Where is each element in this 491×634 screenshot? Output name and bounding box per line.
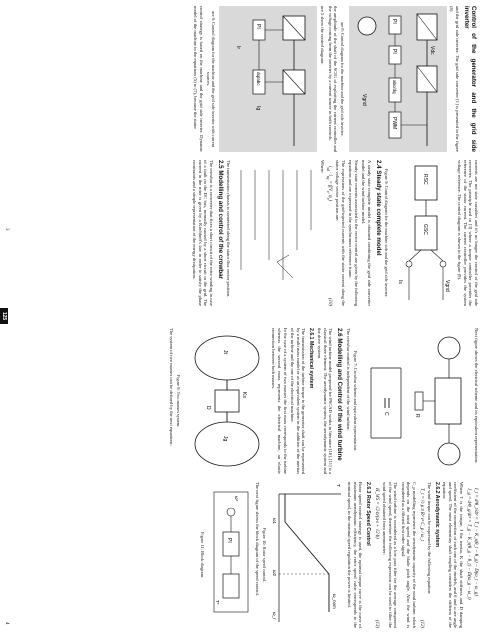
right-col1-paragraph-1: The crowbar control is independent of the wind turbine. <box>345 328 351 431</box>
right-col2-paragraph-3: C_p modelling represents the aerodynamic capacity of the wind turbine, which depends on the wind speed and the blade pitch angle. Also the wind is considered as a filtered first order signal. <box>400 482 418 628</box>
left-page-number: 3 <box>4 228 9 231</box>
equation-13 <box>373 488 379 628</box>
figure-8-two-mass-caption: Figure 8: Two masses system. <box>176 374 182 428</box>
sum-junction-2 <box>406 261 412 267</box>
torque-axis-label: T <box>335 484 341 487</box>
equation-12-number: (12) <box>419 620 425 628</box>
gsc-label: GSC <box>421 224 428 235</box>
left-page-col2 <box>9 160 479 306</box>
where-label: Where: <box>319 160 325 174</box>
right-col2-paragraph-5: Rotor speed control strategy is used, the optimal torque curve is the curve of maximum aerodynamic efficiency, the rotor speed value corresponds to the nominal speed, in the nominal speed regulation the power is limited. <box>347 482 364 628</box>
equation-12 <box>418 488 424 628</box>
cc-label: C <box>383 412 390 416</box>
block-sum-junction <box>228 508 236 516</box>
rsc-label: RSC <box>421 174 428 185</box>
intro-paragraph: and the grid side inverter. The grid side converter [1] is presented in the figure (8) <box>449 6 460 152</box>
figure-7-caption: Figure 7: Crowbar scheme and equivalent representation. <box>352 350 358 452</box>
pi-label-2: PI <box>390 49 397 54</box>
col2-paragraph-5: The transmission chassis is connected along the stator flux vector position. <box>226 160 232 298</box>
section-2-6-heading: 2.6 Modelling and Control of the wind turbine <box>336 328 344 461</box>
right-col1-paragraph-2: The wind turbine model proposed for PSCAD works in literature [10], [11] is a classical three element: The aerodynamic system, the aerodynamic system and the drive system. <box>317 328 334 474</box>
equation-10: $i_{sd} \cdot i_{sq} = f(V_s$, $\psi_s$) (10) <box>326 166 333 306</box>
figure-9-caption: ure 9: Control diagram for the machine and the grid side inverter with current sources. <box>205 10 216 148</box>
crowbar-resistor <box>415 392 423 410</box>
right-col1-paragraph-3: The transmission of the turbine torque to the generator shaft can be represented by a multi mass model or as an equivalent system in the addition of the inertias of the turbine and the one of the electrical machine. <box>290 328 307 474</box>
equation-11-line-2 <box>465 488 471 628</box>
sum-junction-1 <box>440 261 446 267</box>
right-col2-paragraph-6: The next figure shows the block diagram of the speed control. <box>255 482 261 596</box>
converter-box <box>435 378 461 424</box>
section-heading-generator-control: Control of the generator and the grid side inverter <box>463 6 477 152</box>
equation-13-number: (13) <box>374 620 380 628</box>
pi-label-3: PI <box>255 24 262 29</box>
right-page-number: 4 <box>4 622 9 625</box>
right-intro: Next figure shows the electrical scheme and its equivalent representation: <box>474 328 479 464</box>
generator-mass <box>195 422 259 466</box>
figure-8-caption: ure 8: Control diagram for the machine and the grid side inverter. <box>340 21 346 137</box>
rc-label: R <box>414 414 421 418</box>
right-col1-paragraph-4: In the case of a system of two masses the first mass corresponds to the turbine whereas the second mass represents the electrical machine, an elastic connection between both masses. <box>271 328 288 474</box>
d-label: D <box>204 406 211 410</box>
right-col2-paragraph-1: Where T is the torque, J the inertia, K the shaft stiffness and D damping coefficient of the connection of each one of the models, and θ and ω are angle and speed. The most elementary shaft coupling considers the stiffness of the equation: <box>442 482 464 628</box>
equation-11-line-1 <box>472 488 478 628</box>
col2-paragraph-1: currents are not state variables and it's no longer the control of the grid side converter. The principle used in [3] where a torque controller provides the reference of the stator current. The current controller provides the system voltage reference. The control diagram is shown in the figure (9). <box>457 160 479 306</box>
omega2-label: ω2 <box>271 570 277 577</box>
vgrid-ref-label: Vgrid <box>443 280 450 292</box>
equation-10-number: (10) <box>327 298 333 306</box>
equation-11-line-2-text: J_g = d²θ_g/dt² = T_g − K_s(θ_g − θ_t) − D(ω_g − ω_t) <box>466 488 471 600</box>
ir-label: Ir <box>235 46 242 50</box>
jt-label: Jt <box>221 350 228 354</box>
col2-paragraph-6: The crowbar is a converter that fixes a short circuit of the rotor winding in case of a fault on the DC bus, normally caused by a short circuit in the grid. The current in the rotor is given by a Kirchhoff's law in order to satisfy the phase constraints and a simple representation of the energy dissipation. <box>191 160 214 306</box>
section-2-5-heading: 2.5 Modelling and control of the crowbar <box>216 160 224 279</box>
section-2-6-1-heading: 2.6.1 Mechanical system <box>308 328 315 389</box>
equation-13-text: H_WS = √2·b/(a·s + √2·b) <box>374 488 380 539</box>
figure-9-diagram <box>219 6 317 152</box>
left-page-col1 <box>9 6 479 152</box>
abc-dq-label: abc/dq <box>391 80 397 94</box>
col2-paragraph-4: The expressions of the grid-injected currents with the stator current along the stator voltage vector position are: <box>335 160 346 306</box>
block-out-label: T* <box>215 600 221 605</box>
right-col2-paragraph-4: The wind turbine is considered as a low pass filter for the average component of the wind speed, therefore the following expression can be used to filter the wind speed obtained from anemometer: <box>382 482 399 628</box>
shaft-spring-block <box>215 390 239 412</box>
figure-8-diagram <box>349 6 447 152</box>
omega1-label: ω1 <box>271 518 277 525</box>
machine-symbol <box>438 337 460 359</box>
omega-nom-label: ω_nom <box>331 594 337 609</box>
block-pi-label: PI <box>226 538 233 543</box>
col2-paragraph-2: A steady state complete model is obtained combining the grid side converter model and the wind turbine model. <box>361 160 373 306</box>
figure-10-speed-control-graph <box>271 482 345 628</box>
vdc-label: Vdc <box>428 46 435 55</box>
block-output <box>224 574 240 598</box>
generator-symbol <box>358 17 376 35</box>
figure-11-block-diagram <box>209 482 253 628</box>
ks-label: Ks <box>240 392 247 398</box>
right-page-col1 <box>9 328 479 474</box>
right-col2-paragraph-2: The wind torque can be expressed by the following equation: <box>426 482 432 595</box>
grid-symbol <box>438 443 460 465</box>
figure-11-caption: Figure 11: Block diagram. <box>199 531 205 579</box>
dq-abc-label: dq/abc <box>256 72 262 86</box>
turbine-mass <box>195 336 259 380</box>
paragraph-a: the amplitude of the shaft of the SCIG of exploiting the current controller and the voltage coming from the inverter by a current source in both controls. <box>327 6 339 152</box>
right-col1-paragraph-5: The system of two masses can be defined by the next equations: <box>169 328 175 446</box>
col2-paragraph-3: Steady state currents associated to the vector control are given by the following equations and are expressed in the synchronous reference frame. <box>348 160 359 306</box>
equation-12-text: T_t = ½ ρ π R² v³ C_p / ω_t <box>419 488 425 542</box>
figure-10-caption: Figure 10: Rotor speed control. <box>262 527 268 583</box>
ig-label: Ig <box>255 106 262 111</box>
right-page-col2 <box>9 482 479 628</box>
block-pi <box>224 532 240 556</box>
section-2-6-2-heading: 2.6.2 Aerodynamic system <box>433 482 440 547</box>
pi-label-1: PI <box>390 19 397 24</box>
side-tab: 125 <box>0 308 8 324</box>
vgrid-label: Vgrid <box>360 94 367 106</box>
figure-8-two-mass-diagram <box>185 328 269 474</box>
jg-label: Jg <box>221 436 228 442</box>
equation-block-graphic <box>233 160 319 306</box>
pwm-label: PWM <box>390 117 397 130</box>
omega-r-label: ω_r <box>271 612 277 620</box>
paragraph-b: ure 5 show the control diagram: <box>320 6 326 65</box>
is-label: Is <box>396 280 403 284</box>
section-2-4-heading: 2.4 Steady state complete model <box>375 160 383 256</box>
paragraph-c: control strategy is based on the machine and the grid side inverter. Dynamic model of the machine in the equations (5) to (7), because the stator <box>193 6 204 152</box>
equation-11-line-1-text: I_t = d²θ_t/dt² = T_t − K_s(θ_t − θ_g) − D(ω_t − ω_g) <box>473 488 478 596</box>
control-figure-caption: Figure 9: Control diagram for the machine side and the grid side inverter. <box>384 168 390 298</box>
block-ref-label: ω* <box>234 496 240 502</box>
section-2-6-3-heading: 2.6.3 Rotor Speed Control <box>365 482 372 546</box>
control-diagram-figure <box>393 160 455 306</box>
controller-block-1 <box>253 20 265 40</box>
speed-torque-curve <box>285 494 329 612</box>
figure-7-crowbar-diagram <box>361 328 471 474</box>
